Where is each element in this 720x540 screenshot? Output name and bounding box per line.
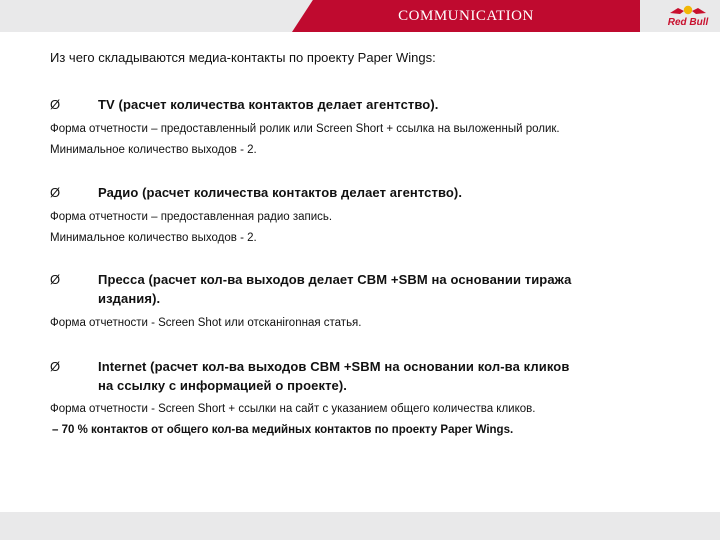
section-title-press-line-2: издания). [98,291,161,306]
bullet-arrow-icon: Ø [50,272,61,287]
section-title-internet-line-1: Internet (расчет кол-ва выходов CBM +SBM на основании кол-ва кликов [98,359,570,374]
header-title: COMMUNICATION [398,8,534,24]
section-internet-note: – 70 % контактов от общего кол-ва медийных контактов по проекту Paper Wings. [52,424,514,436]
section-title-tv: TV (расчет количества контактов делает агентство). [98,97,439,112]
section-title-press [98,270,688,308]
footer-band [0,512,720,540]
slide-heading: Из чего складываются медиа-контакты по проекту Paper Wings: [50,50,436,65]
logo-text: Red Bull [667,17,709,28]
section-internet-line-1: Форма отчетности - Screen Short + ссылки на сайт с указанием общего количества кликов. [50,403,536,415]
bullet-arrow-icon: Ø [50,359,61,374]
section-radio-line-1: Форма отчетности – предоставленная радио запись. [50,211,333,223]
bullet-arrow-icon: Ø [50,97,61,112]
section-title-internet [98,357,688,395]
section-title-radio: Радио (расчет количества контактов делает агентство). [98,185,463,200]
bullet-arrow-icon: Ø [50,185,61,200]
section-press-line-1: Форма отчетности - Screen Shot или отсканironная статья. [50,317,362,329]
section-title-internet-line-2: на ссылку с информацией о проекте). [98,378,348,393]
section-title-press-line-1: Пресса (расчет кол-ва выходов делает CBM +SBM на основании тиража [98,272,572,287]
section-tv-line-1: Форма отчетности – предоставленный ролик или Screen Short + ссылка на выложенный ролик. [50,123,560,135]
section-radio-line-2: Минимальное количество выходов - 2. [50,232,257,244]
section-tv-line-2: Минимальное количество выходов - 2. [50,144,257,156]
